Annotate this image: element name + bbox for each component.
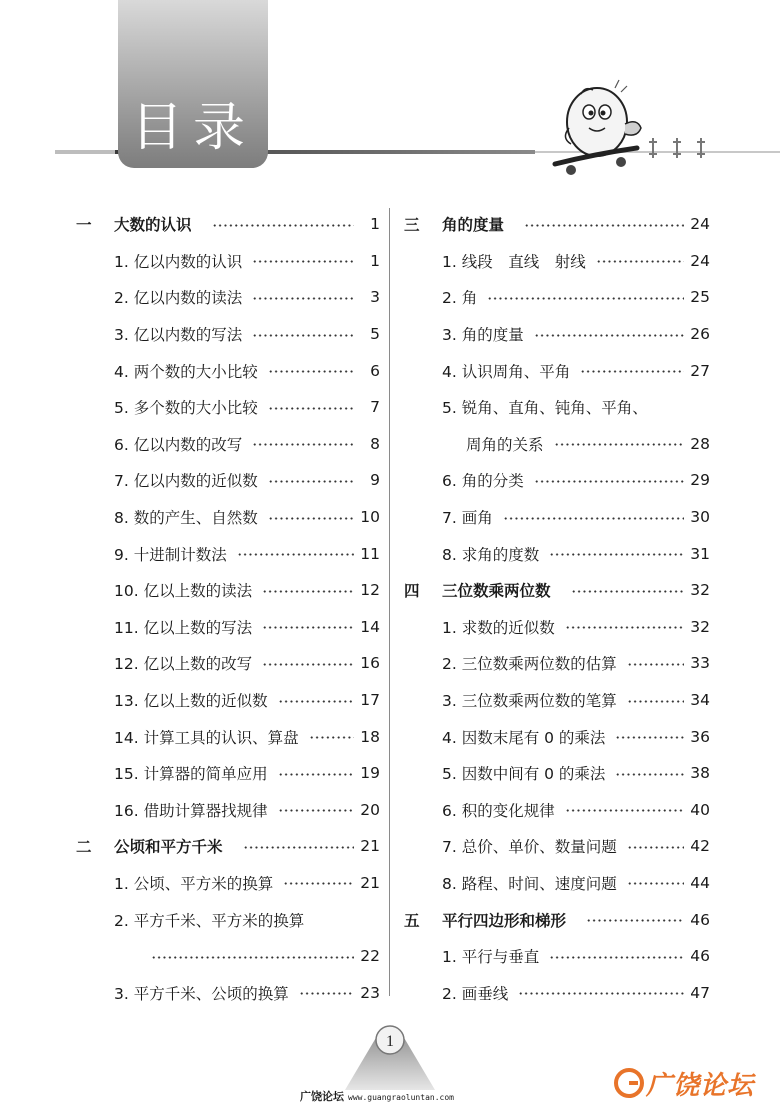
chapter-number: 二 [76,838,92,857]
entry-title: 1. 公顷、平方米的换算 [114,874,274,893]
dot-leader [278,809,354,812]
dot-leader [262,590,354,593]
toc-entry [400,279,710,316]
toc-entry [72,682,380,719]
toc-chapter [400,901,710,938]
chapter-number: 五 [404,911,420,930]
page-ref: 1 [370,251,380,270]
toc-entry [400,352,710,389]
toc-entry [400,499,710,536]
page-ref: 1 [370,215,380,234]
page-ref: 31 [690,544,710,563]
toc-entry [400,609,710,646]
dot-leader [580,370,684,373]
page-ref: 24 [690,251,710,270]
dot-leader [151,956,354,959]
dot-leader [487,297,684,300]
entry-title: 8. 求角的度数 [442,545,540,564]
toc-entry [72,389,380,426]
dot-leader [627,882,684,885]
page-ref: 22 [360,947,380,966]
page-ref: 29 [690,471,710,490]
dot-leader [627,700,684,703]
page-ref: 44 [690,873,710,892]
page-ref: 5 [370,325,380,344]
chapter-number: 三 [404,216,420,235]
toc-chapter [400,572,710,609]
entry-title: 6. 角的分类 [442,472,524,491]
dot-leader [262,626,354,629]
chapter-number: 四 [404,582,420,601]
page-ref: 14 [360,617,380,636]
toc-entry [400,718,710,755]
dot-leader [252,334,354,337]
dot-leader [596,260,684,263]
toc-entry [400,755,710,792]
page-ref: 28 [690,434,710,453]
toc-entry [72,609,380,646]
page-ref: 9 [370,471,380,490]
dot-leader [615,736,684,739]
page-ref: 24 [690,215,710,234]
dot-leader [243,846,354,849]
entry-title: 6. 亿以内数的改写 [114,435,243,454]
entry-title: 7. 亿以内数的近似数 [114,472,258,491]
entry-title: 4. 认识周角、平角 [442,362,571,381]
toc-entry [72,352,380,389]
dot-leader [554,443,684,446]
dot-leader [615,773,684,776]
footer-site-url: www.guangraoluntan.com [348,1093,454,1102]
toc-chapter [72,206,380,243]
page-ref: 19 [360,764,380,783]
page-ref: 32 [690,617,710,636]
page-number-tab [345,1022,435,1090]
entry-title: 1. 线段 直线 射线 [442,252,586,271]
page-ref: 27 [690,361,710,380]
toc-right-column [400,206,710,1011]
entry-title: 12. 亿以上数的改写 [114,655,253,674]
chapter-title: 公顷和平方千米 [114,838,223,857]
entry-title: 5. 锐角、直角、钝角、平角、 [442,399,648,418]
dot-leader [262,663,354,666]
dot-leader [268,407,354,410]
toc-entry [400,974,710,1011]
dot-leader [565,626,684,629]
page-ref: 25 [690,288,710,307]
entry-title: 4. 因数末尾有 0 的乘法 [442,728,606,747]
entry-title: 5. 因数中间有 0 的乘法 [442,765,606,784]
dot-leader [299,992,354,995]
entry-title: 7. 总价、单价、数量问题 [442,838,617,857]
page-ref: 40 [690,800,710,819]
dot-leader [278,773,354,776]
toc-entry [400,682,710,719]
page-title: 目录 [130,98,255,158]
entry-title: 2. 平方千米、平方米的换算 [114,911,305,930]
entry-title: 1. 亿以内数的认识 [114,252,243,271]
page-ref: 18 [360,727,380,746]
entry-title: 16. 借助计算器找规律 [114,801,268,820]
chapter-title: 角的度量 [442,216,505,235]
page-ref: 36 [690,727,710,746]
page-ref: 46 [690,910,710,929]
page-ref: 42 [690,837,710,856]
entry-title: 1. 平行与垂直 [442,948,540,967]
dot-leader [252,443,354,446]
dot-leader [549,956,684,959]
footer-site-name: 广饶论坛 [300,1090,344,1103]
chapter-number: 一 [76,216,92,235]
watermark-text: 广饶论坛 [646,1070,755,1101]
toc-entry-continuation [400,426,710,463]
entry-title: 14. 计算工具的认识、算盘 [114,728,299,747]
page-ref: 30 [690,508,710,527]
entry-title: 10. 亿以上数的读法 [114,582,253,601]
toc-entry [72,974,380,1011]
page-ref: 21 [360,873,380,892]
page-ref: 7 [370,398,380,417]
entry-title: 15. 计算器的简单应用 [114,765,268,784]
entry-title: 2. 三位数乘两位数的估算 [442,655,617,674]
column-divider [389,208,390,996]
dot-leader [283,882,354,885]
page-ref: 33 [690,654,710,673]
toc-entry [400,645,710,682]
dot-leader [268,517,354,520]
dot-leader [237,553,354,556]
entry-title: 9. 十进制计数法 [114,545,227,564]
toc-entry-continuation [72,938,380,975]
entry-title: 11. 亿以上数的写法 [114,618,253,637]
toc-chapter [72,828,380,865]
page-ref: 6 [370,361,380,380]
toc-entry [400,389,710,426]
toc-entry [400,792,710,829]
toc-entry [72,792,380,829]
toc-entry [400,828,710,865]
watermark-logo-icon [612,1066,646,1100]
toc-entry [72,572,380,609]
page-ref: 20 [360,800,380,819]
dot-leader [278,700,354,703]
page-ref: 10 [360,508,380,527]
page-ref: 46 [690,947,710,966]
toc-entry [72,865,380,902]
dot-leader [309,736,354,739]
toc-entry [72,279,380,316]
dot-leader [534,480,684,483]
toc-entry [72,718,380,755]
toc-entry [400,462,710,499]
toc-entry [400,535,710,572]
dot-leader [534,334,684,337]
toc-entry [400,243,710,280]
dot-leader [627,846,684,849]
toc-entry [72,426,380,463]
toc-left-column [72,206,380,1011]
entry-title: 3. 平方千米、公顷的换算 [114,984,289,1003]
page-ref: 21 [360,837,380,856]
toc-entry [400,865,710,902]
entry-title: 6. 积的变化规律 [442,801,555,820]
entry-title: 13. 亿以上数的近似数 [114,692,268,711]
page-ref: 38 [690,764,710,783]
page-ref: 26 [690,325,710,344]
entry-title: 1. 求数的近似数 [442,618,555,637]
toc-entry [72,316,380,353]
dot-leader [518,992,684,995]
entry-title: 8. 数的产生、自然数 [114,509,258,528]
dot-leader [503,517,684,520]
dot-leader [571,590,684,593]
dot-leader [627,663,684,666]
toc-entry [72,755,380,792]
watermark [612,1065,780,1101]
entry-title: 2. 画垂线 [442,984,509,1003]
page-ref: 16 [360,654,380,673]
toc-entry [400,938,710,975]
chapter-title: 平行四边形和梯形 [442,911,567,930]
entry-title: 2. 角 [442,289,478,308]
dot-leader [565,809,684,812]
dot-leader [252,297,354,300]
dot-leader [549,553,684,556]
toc-entry [400,316,710,353]
toc-chapter [400,206,710,243]
skateboard-mascot-icon [545,72,735,182]
entry-title: 5. 多个数的大小比较 [114,399,258,418]
toc-entry [72,901,380,938]
entry-title: 3. 角的度量 [442,326,524,345]
chapter-title: 大数的认识 [114,216,192,235]
toc-entry [72,645,380,682]
toc-entry [72,535,380,572]
title-tab [118,0,268,168]
page-ref: 32 [690,581,710,600]
entry-title: 8. 路程、时间、速度问题 [442,874,617,893]
footer-site [300,1088,454,1104]
entry-title: 3. 三位数乘两位数的笔算 [442,692,617,711]
chapter-title: 三位数乘两位数 [442,582,551,601]
page-ref: 3 [370,288,380,307]
page-number: 1 [386,1033,394,1050]
page-ref: 47 [690,983,710,1002]
page-ref: 23 [360,983,380,1002]
page-ref: 8 [370,434,380,453]
toc-entry [72,243,380,280]
toc-entry [72,499,380,536]
dot-leader [586,919,684,922]
entry-title: 7. 画角 [442,509,493,528]
dot-leader [268,480,354,483]
entry-title: 4. 两个数的大小比较 [114,362,258,381]
page-ref: 17 [360,691,380,710]
page-ref: 11 [360,544,380,563]
toc-entry [72,462,380,499]
dot-leader [524,224,684,227]
entry-title: 2. 亿以内数的读法 [114,289,243,308]
entry-title: 3. 亿以内数的写法 [114,326,243,345]
page-ref: 12 [360,581,380,600]
dot-leader [252,260,354,263]
dot-leader [268,370,354,373]
page-ref: 34 [690,691,710,710]
entry-title: 周角的关系 [466,435,544,454]
dot-leader [212,224,354,227]
